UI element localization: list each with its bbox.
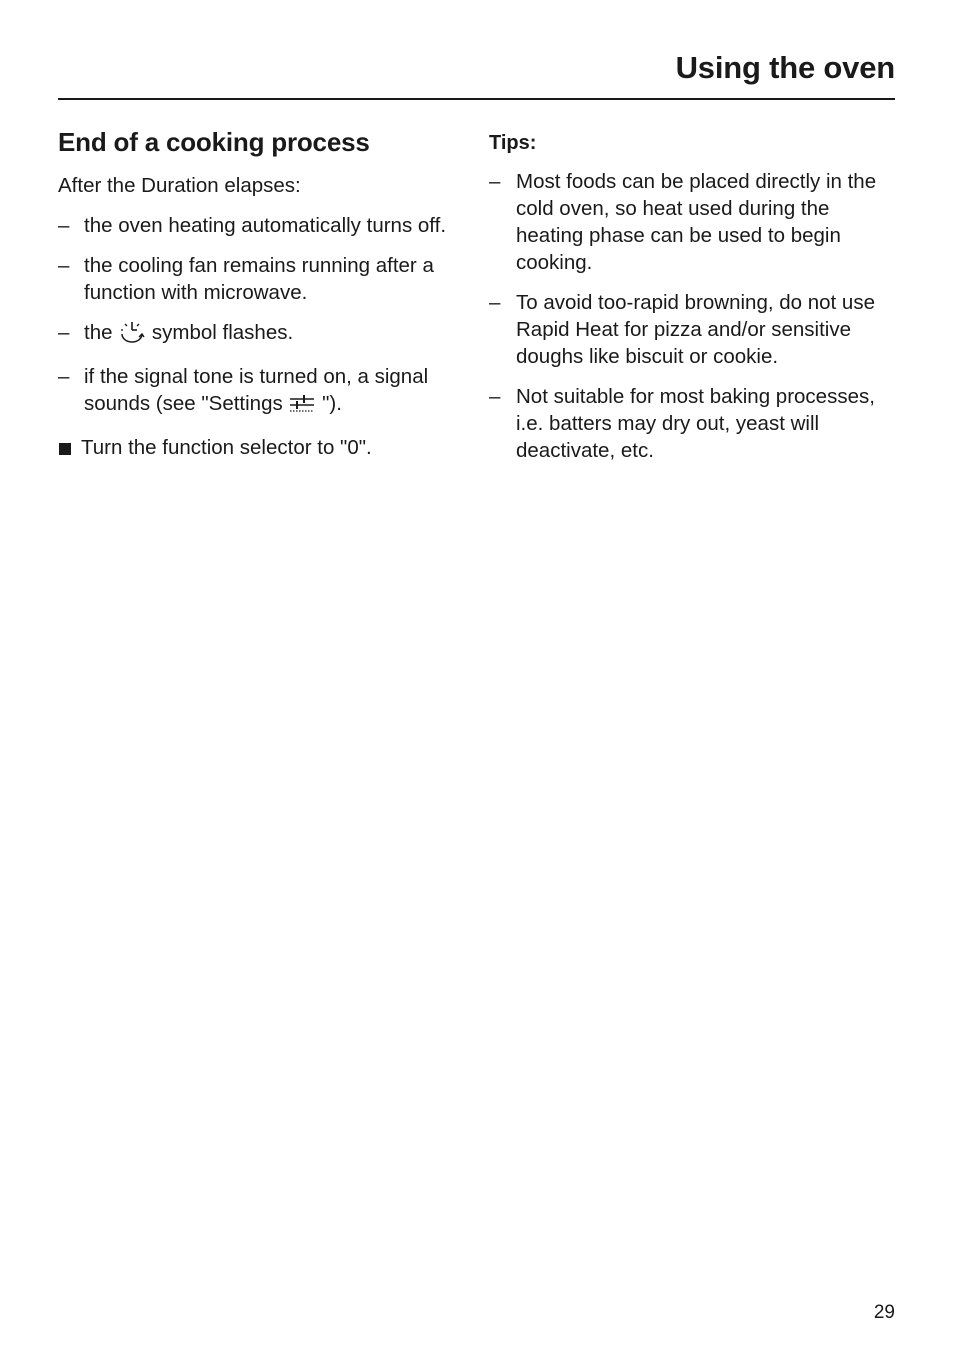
left-column [58, 125, 463, 461]
list-item-text-after: symbol flashes. [151, 321, 294, 344]
list-item-text: To avoid too-rapid browning, do not use Rapid Heat for pizza and/or sensitive doughs like biscuit or cookie. [516, 291, 875, 368]
dash-bullet: – [489, 385, 501, 408]
dash-bullet: – [58, 214, 70, 237]
list-item-text-before: the [84, 321, 113, 344]
dash-bullet: – [489, 170, 501, 193]
list-item-text-before: if the signal tone is turned on, a signal sounds (see "Settings [84, 365, 429, 415]
list-item-text: the cooling fan remains running after a function with microwave. [84, 254, 434, 304]
tips-list [489, 168, 895, 464]
dash-bullet: – [489, 291, 501, 314]
square-bullet [59, 443, 71, 455]
dash-bullet: – [58, 254, 70, 277]
settings-icon [288, 394, 316, 421]
page-header [58, 0, 895, 100]
list-item [58, 363, 463, 421]
list-item [58, 212, 463, 239]
action-text: Turn the function selector to "0". [81, 436, 372, 459]
section-heading: End of a cooking process [58, 127, 370, 157]
page-title: Using the oven [675, 50, 895, 85]
action-step [58, 434, 463, 461]
list-item [489, 383, 895, 464]
list-item-text: the oven heating automatically turns off. [84, 214, 447, 237]
list-item [58, 252, 463, 306]
list-item-text: Not suitable for most baking processes, i.e. batters may dry out, yeast will deactivate, etc. [516, 385, 875, 462]
tips-heading: Tips: [489, 132, 537, 154]
timer-icon [118, 321, 146, 350]
dash-bullet: – [58, 321, 70, 344]
list-item-text-after: "). [322, 392, 342, 415]
list-item [489, 168, 895, 276]
list-item [489, 289, 895, 370]
page-number: 29 [873, 1302, 895, 1323]
right-column [489, 125, 895, 464]
list-item [58, 319, 463, 350]
intro-text: After the Duration elapses: [58, 174, 301, 197]
end-of-process-list [58, 212, 463, 421]
dash-bullet: – [58, 365, 70, 388]
list-item-text: Most foods can be placed directly in the cold oven, so heat used during the heating phase can be used to begin cooking. [516, 170, 877, 274]
